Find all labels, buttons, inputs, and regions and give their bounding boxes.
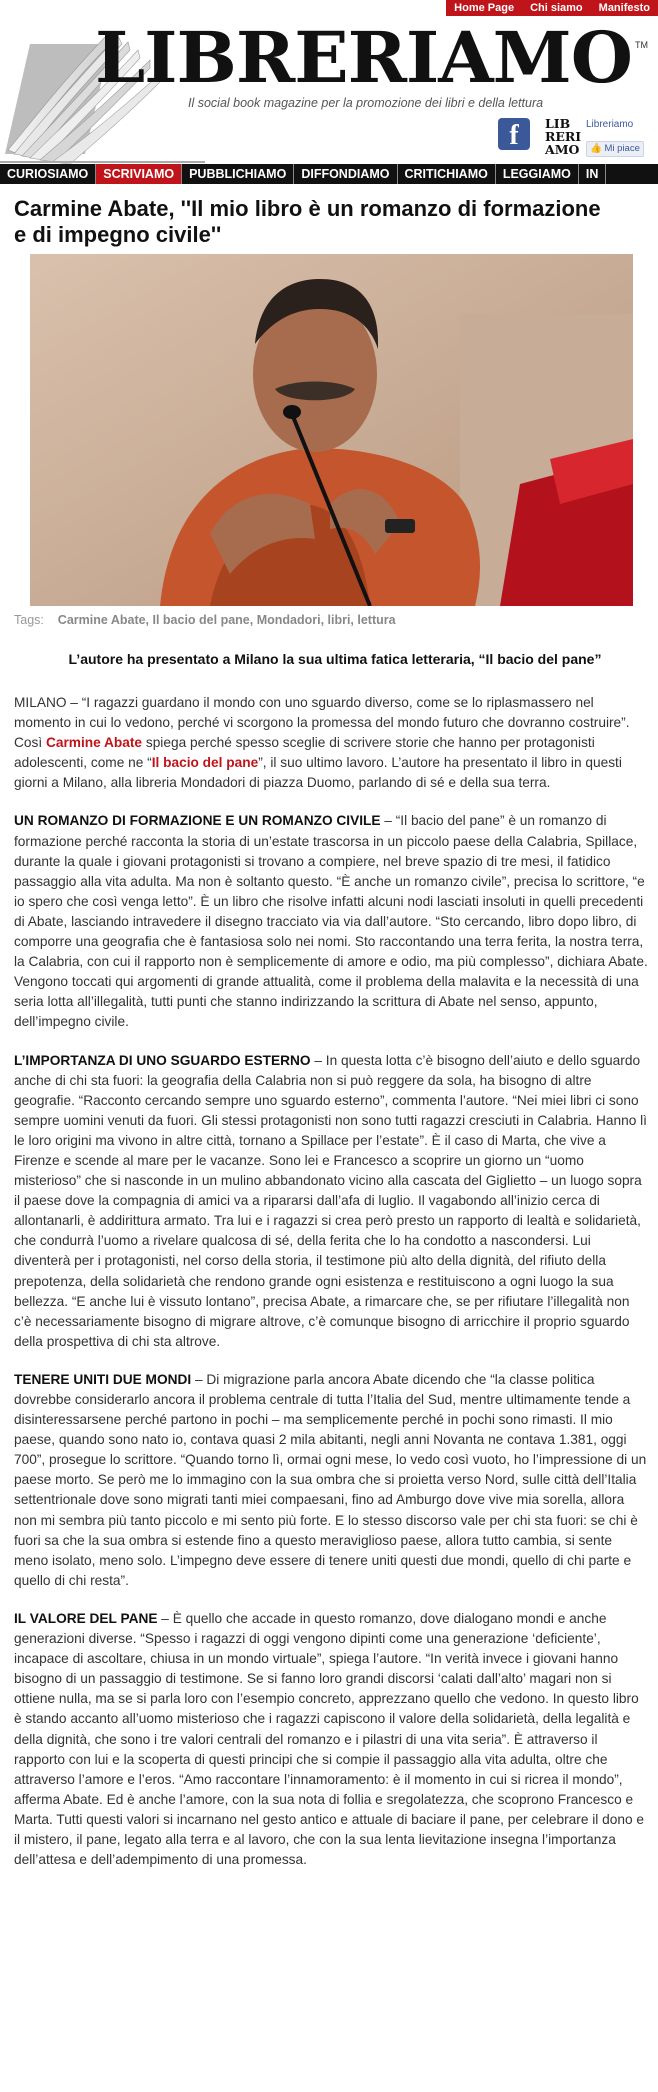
paragraph-mondi: TENERE UNITI DUE MONDI – Di migrazione parla ancora Abate dicendo che “la classe politica dovrebbe considerarlo ancora il problema centrale di tutta l’Italia del Sud, mentre ultimamente tende a disinteressarsene perché partono in pochi – ma semplicemente perché in pochi sono rimasti. Il mio paese, quando sono nato io, contava quasi 2 mila abitanti, negli anni Novanta ne contava 1.381, oggi 700”, prosegue lo scrittore. “Quando torno lì, ormai ogni mese, lo vedo così vuoto, ho l’impressione di un paese morto. Se però me lo immagino con la sua ombra che si proietta verso Nord, sulle città dell’Italia settentrionale dove sono migrati tanti miei compaesani, fino ad Amburgo dove vive mia sorella, allora non mi sembra più tanto piccolo e mi sento più forte. E lo stesso discorso vale per chi sta fuori: se chi è fuori sa che la sua ombra si estende fino a questo meraviglioso paese, allora tutto cambia, si sente meno isolato, meno solo. L’impegno deve essere di tenere uniti questi due mondi, quello di chi parte e quello di chi resta”. [14,1371,647,1588]
site-logo[interactable]: LIBRERIAMO [95,16,632,99]
link-manifesto[interactable]: Manifesto [598,2,650,14]
link-home-page[interactable]: Home Page [454,2,515,14]
facebook-page-name[interactable]: Libreriamo [586,119,634,130]
section-heading: IL VALORE DEL PANE [14,1610,158,1626]
thumbs-up-icon: 👍 [590,143,602,154]
article-title: Carmine Abate, ''Il mio libro è un romanzo di formazione e di impegno civile'' [14,196,601,247]
section-heading: UN ROMANZO DI FORMAZIONE E UN ROMANZO CIVILE [14,813,381,829]
tags-list[interactable]: Carmine Abate, Il bacio del pane, Mondadori, libri, lettura [57,613,396,627]
main-nav [0,164,658,184]
facebook-like-button[interactable] [586,141,644,157]
section-heading: L’IMPORTANZA DI UNO SGUARDO ESTERNO [14,1052,311,1068]
like-label: Mi piace [604,143,640,154]
site-header [0,0,658,168]
tags-label: Tags: [14,613,44,627]
facebook-icon[interactable]: f [498,118,530,150]
nav-item-curiosiamo[interactable]: CURIOSIAMO [0,164,96,184]
article-photo [30,254,633,606]
nav-item-pubblichiamo[interactable]: PUBBLICHIAMO [182,164,294,184]
paragraph-intro: MILANO – “I ragazzi guardano il mondo con uno sguardo diverso, come se lo riplasmassero nel momento in cui lo vedono, perché vi scorgono la promessa del mondo futuro che dovranno costruire”. Così Carmine Abate spiega perché spesso sceglie di scrivere storie che hanno per protagonisti adolescenti, come ne “Il bacio del pane”, il suo ultimo lavoro. L’autore ha presentato il libro in questi giorni a Milano, alla libreria Mondadori di piazza Duomo, parlando di sé e della sua terra. [14,695,630,791]
book-link[interactable]: Il bacio del pane [151,755,259,771]
nav-item-scriviamo[interactable]: SCRIVIAMO [96,164,182,184]
nav-item-diffondiamo[interactable]: DIFFONDIAMO [294,164,397,184]
section-heading: TENERE UNITI DUE MONDI [14,1371,192,1387]
article-body [14,693,650,1888]
link-chi-siamo[interactable]: Chi siamo [530,2,583,14]
paragraph-sguardo: L’IMPORTANZA DI UNO SGUARDO ESTERNO – In questa lotta c’è bisogno dell’aiuto e dello sguardo anche di chi sta fuori: la geografia della Calabria non si può reggere da sola, ha bisogno di altre geografie. “Racconto cercando sempre uno sguardo esterno”, commenta l’autore. “Nei miei libri ci sono sempre uomini venuti da fuori. Gli stessi protagonisti non sono tutti ragazzi cresciuti in Calabria. Hanno lì le loro origini ma vivono in altre città, tornano a Spillace per l’estate”. È il caso di Marta, che vive a Firenze e scende al mare per le vacanze. Sono lei e Francesco a scoprire un giorno un “uomo misterioso” che si nasconde in un mulino abbandonato vicino alla cascata del Giglietto – un luogo sopra il paese dove la compagnia di amici va a ripararsi dall’afa di luglio. Il vagabondo all’inizio cerca di allontanarli, è addirittura armato. Tra lui e i ragazzi si crea però presto un rapporto di lealtà e solidarietà, che condurrà l’uomo a rivelare qualcosa di sé, della ferita che lo ha condotto a nascondersi. Lui diventerà per i protagonisti, nel corso della storia, il testimone più alto della dignità, del rifiuto della prepotenza, della solidarietà che rendono grande ogni esistenza e restituiscono a ogni luogo la sua bellezza. “E anche lui è vissuto lontano”, precisa Abate, a rimarcare che, se per rifiutare l’illegalità non c’è necessariamente bisogno di migrare altrove, c’è comunque bisogno di arricchire il proprio sguardo della prospettiva di chi sta altrove. [14,1052,647,1349]
mini-logo: LIB RERI AMO [545,116,582,157]
article-tags [14,613,396,627]
paragraph-pane: IL VALORE DEL PANE – È quello che accade in questo romanzo, dove dialogano mondi e anche generazioni diverse. “Spesso i ragazzi di oggi vengono dipinti come una generazione ‘deficiente’, incapace di ascoltare, chiusa in un mondo virtuale”, spiega l’autore. “In verità invece i giovani hanno bisogno di un passaggio di testimone. Se si fanno loro grandi discorsi ‘calati dall’alto’ magari non si ottiene nulla, ma se si parla loro con l’esempio concreto, apprezzano quello che vedono. In questo libro è stando accanto all’uomo misterioso che i ragazzi capiscono il valore della solidarietà, della legalità e della dignità, che sono i tre valori centrali del romanzo e i pilastri di una vita seria”. È attraverso il rapporto con lui e la scoperta di questi principi che si compie il passaggio alla vita adulta, oltre che attraverso l’amore e l’eros. “Amo raccontare l’innamoramento: è il momento in cui si ricrea il mondo”, afferma Abate. Ed è anche l’amore, con la sua nota di follia e sregolatezza, che scoprono Francesco e Marta. Tutti questi valori si incarnano nel gesto antico e attuale di baciare il pane, per celebrare il dono e il mistero, il pane, legato alla terra e al lavoro, che con la sua lenta lievitazione insegna l’importanza dell’attesa e dell’adempimento di una promessa. [14,1610,644,1868]
paragraph-romanzo: UN ROMANZO DI FORMAZIONE E UN ROMANZO CIVILE – “Il bacio del pane” è un romanzo di formazione perché racconta la storia di un’estate trascorsa in un piccolo paese della Calabria, Spillace, durante la quale i giovani protagonisti si trovano a compiere, nel breve spazio di tre mesi, il fatidico passaggio alla vita adulta. Ma non è soltanto questo. “È anche un romanzo civile”, precisa lo scrittore, “e io spero che così venga letto”. È un libro che risolve infatti alcuni nodi lasciati insoluti in quelli precedenti di Abate, lasciando intravedere il disegno tracciato via via dall’autore. “Sto cercando, libro dopo libro, di comporre una geografia che è fantasiosa solo nei nomi. Sto raccontando una terra ferita, la nostra terra, la Calabria, con cui il rapporto non è semplicemente di amore e odio, ma più complesso”, dichiara Abate. Vengono toccati qui argomenti di grande attualità, come il problema della malavita e la necessità di una seria lotta all’illegalità, tutti punti che stanno indirizzando la scrittura di Abate nel senso, appunto, dell’impegno civile. [14,813,648,1030]
nav-item-leggiamo[interactable]: LEGGIAMO [496,164,579,184]
nav-item-critichiamo[interactable]: CRITICHIAMO [398,164,496,184]
trademark-mark: TM [635,40,648,50]
site-tagline: Il social book magazine per la promozione dei libri e della lettura [188,96,544,110]
nav-item-in[interactable]: IN [579,164,607,184]
article-lead: L’autore ha presentato a Milano la sua ultima fatica letteraria, “Il bacio del pane” [68,651,602,667]
author-link[interactable]: Carmine Abate [45,735,143,751]
